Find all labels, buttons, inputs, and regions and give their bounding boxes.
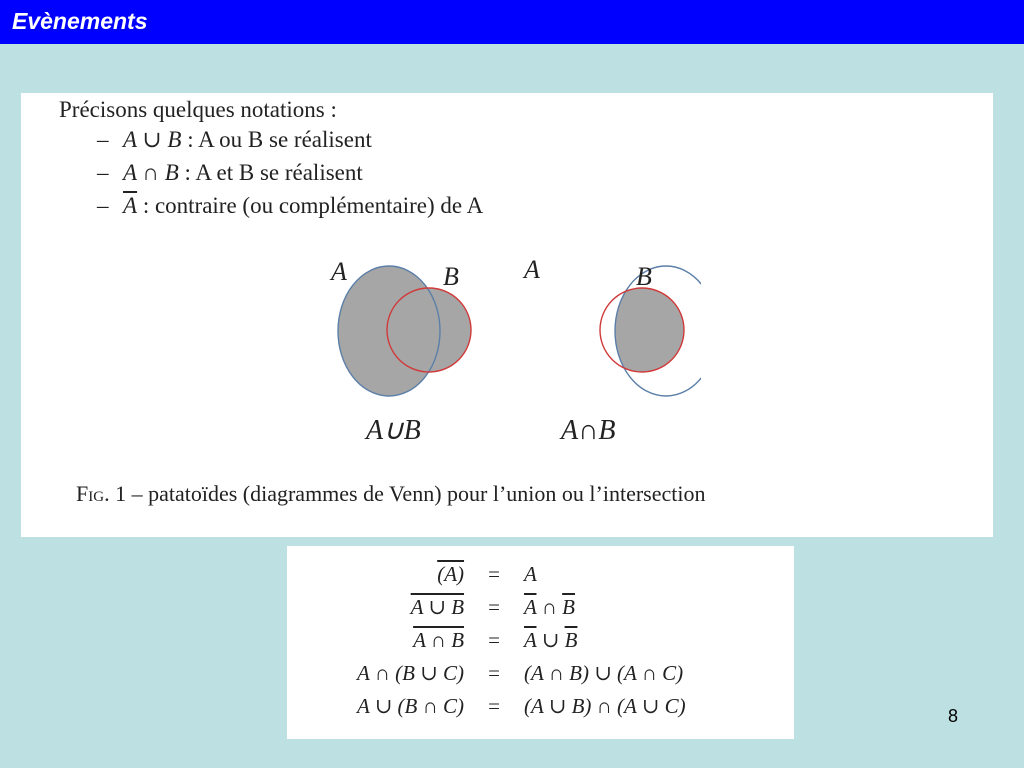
union-label-b: B: [443, 262, 459, 291]
notation-union-text: : A ou B se réalisent: [181, 127, 372, 152]
identity-lhs: A ∪ B: [410, 595, 465, 619]
identity-equals: =: [488, 595, 500, 619]
identity-row: [357, 558, 686, 591]
notation-union: [97, 127, 483, 160]
double-complement-expr: (A): [437, 562, 465, 586]
intersection-caption: A∩B: [561, 415, 616, 446]
identity-row: [357, 591, 686, 624]
notations-list: [97, 127, 483, 226]
notation-intersection-text: : A et B se réalisent: [178, 160, 363, 185]
identity-row: [357, 690, 686, 723]
notation-intersection-expr: A ∩ B: [123, 160, 179, 185]
title-bar: [0, 0, 1024, 44]
venn-diagrams: [321, 253, 701, 453]
identity-lhs: A ∩ (B ∪ C): [357, 661, 465, 685]
bullet-dash: –: [97, 193, 109, 218]
venn-intersection: [522, 255, 701, 446]
identities-table: [357, 558, 686, 723]
venn-union: [329, 257, 471, 446]
identity-lhs: A ∪ (B ∩ C): [357, 694, 465, 718]
page-number: 8: [948, 706, 959, 726]
notations-intro: Précisons quelques notations :: [59, 97, 337, 122]
identity-row: [357, 657, 686, 690]
identity-rhs: (A ∪ B) ∩ (A ∪ C): [524, 694, 686, 718]
identity-rhs: A: [524, 562, 537, 586]
identity-equals: =: [488, 694, 500, 718]
figure-caption: [76, 481, 705, 507]
bullet-dash: –: [97, 160, 109, 185]
identity-row: [357, 624, 686, 657]
identities-image: [287, 546, 794, 739]
identity-equals: =: [488, 628, 500, 652]
union-caption: A∪B: [366, 415, 421, 446]
notation-intersection: [97, 160, 483, 193]
identity-rhs: (A ∩ B) ∪ (A ∩ C): [524, 661, 684, 685]
identity-equals: =: [488, 562, 500, 586]
figure-label: Fig. 1: [76, 481, 127, 506]
identity-lhs: [357, 558, 472, 591]
notations-image: [21, 93, 993, 537]
identity-equals: =: [488, 661, 500, 685]
notation-complement-expr: $\overline{A}$: [123, 193, 138, 218]
figure-caption-text: – patatoïdes (diagrammes de Venn) pour l’union ou l’intersection: [126, 481, 706, 506]
identity-rhs: $\overline{A}$ ∩ $\overline{B}$: [524, 595, 575, 619]
identity-lhs: A ∩ B: [413, 628, 465, 652]
intersection-label-a: A: [524, 255, 540, 284]
identity-rhs: $\overline{A}$ ∪ $\overline{B}$: [524, 628, 578, 652]
intersection-label-b: B: [636, 262, 652, 291]
notation-complement: [97, 193, 483, 226]
union-label-a: A: [331, 257, 347, 286]
notation-union-expr: A ∪ B: [123, 127, 182, 152]
bullet-dash: –: [97, 127, 109, 152]
slide-title: Evènements: [12, 8, 148, 34]
notation-complement-text: : contraire (ou complémentaire) de A: [137, 193, 484, 218]
